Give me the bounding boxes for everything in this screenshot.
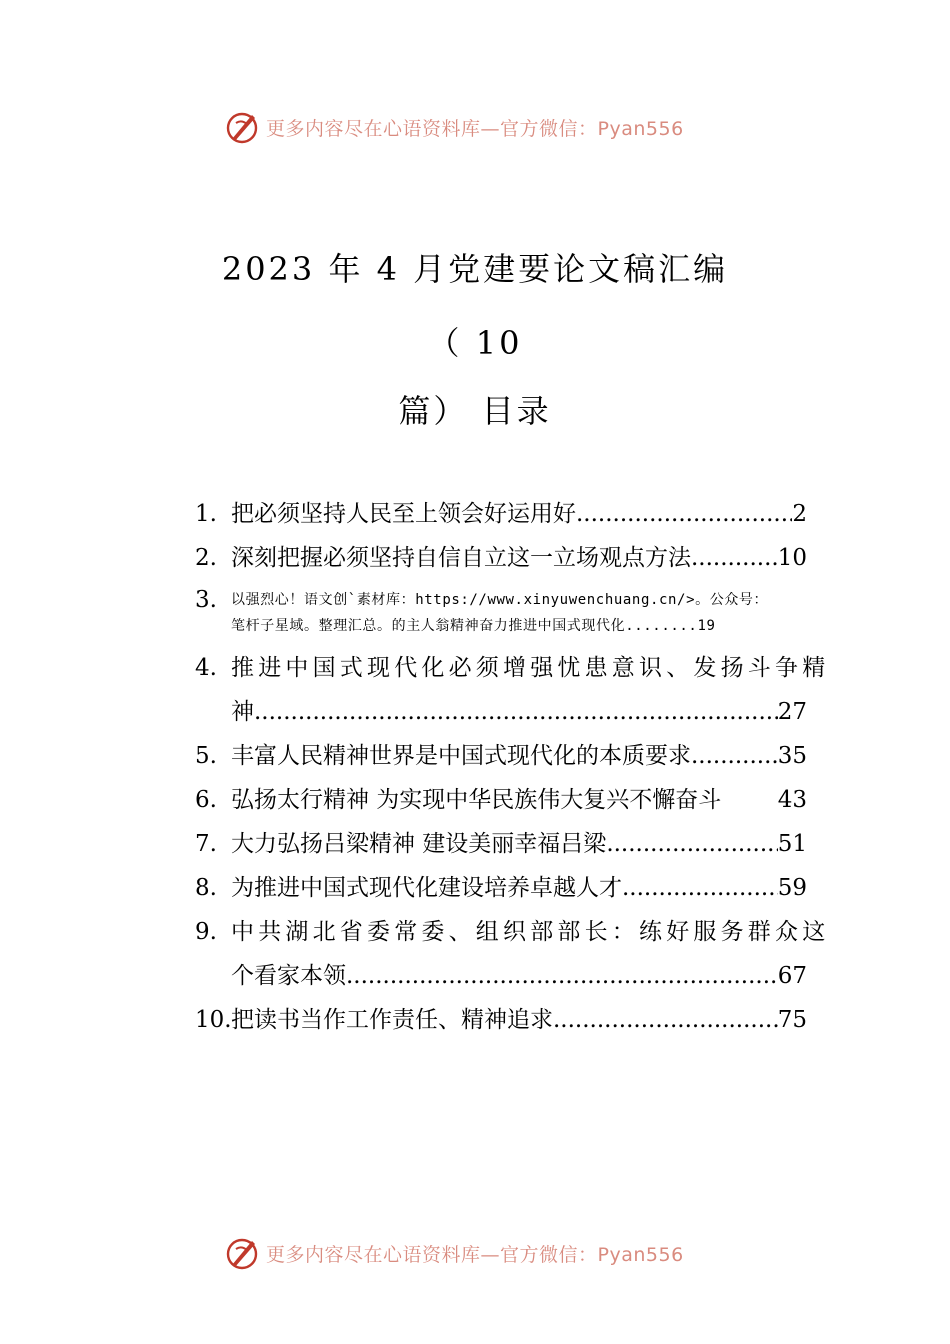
toc-leader-dots <box>346 954 778 998</box>
document-title: 2023 年 4 月党建要论文稿汇编 <box>221 250 729 288</box>
toc-title: 丰富人民精神世界是中国式现代化的本质要求 <box>231 743 691 769</box>
toc-entry-9[interactable] <box>195 910 830 998</box>
toc-entry-10[interactable] <box>195 998 807 1042</box>
toc-number: 10. <box>195 1007 232 1033</box>
toc-page: 51 <box>777 831 807 857</box>
toc-page: 67 <box>777 963 807 989</box>
toc-title: 大力弘扬吕梁精神 建设美丽幸福吕梁 <box>231 831 607 857</box>
toc-title-line2: 神 <box>231 699 254 725</box>
toc-entry-5[interactable] <box>195 734 807 778</box>
toc-title: 把读书当作工作责任、精神追求 <box>231 1007 553 1033</box>
toc-page: 2 <box>792 501 807 527</box>
toc-number: 8. <box>195 875 217 901</box>
toc-title-line1: 以强烈心！语文创`素材库：https://www.xinyuwenchuang.cn/>。公众号： <box>231 592 769 608</box>
toc-number: 9. <box>195 919 217 945</box>
toc-number: 2. <box>195 545 217 571</box>
toc-number: 3. <box>195 587 217 613</box>
pen-logo-icon <box>224 109 260 145</box>
toc-entry-3[interactable] <box>195 586 807 638</box>
toc-title: 深刻把握必须坚持自信自立这一立场观点方法 <box>231 545 691 571</box>
toc-leader-dots <box>691 536 778 580</box>
banner-text: 更多内容尽在心语资料库—官方微信：Pyan556 <box>266 1243 684 1266</box>
toc-number: 6. <box>195 787 217 813</box>
toc-leader-dots <box>254 690 778 734</box>
toc-number: 7. <box>195 831 217 857</box>
table-of-contents <box>195 492 830 1042</box>
toc-title-line1: 推进中国式现代化必须增强忧患意识、发扬斗争精 <box>231 655 830 681</box>
toc-title: 为推进中国式现代化建设培养卓越人才 <box>231 875 622 901</box>
toc-page: 43 <box>777 787 807 813</box>
toc-number: 5. <box>195 743 217 769</box>
toc-page: 27 <box>777 699 807 725</box>
toc-entry-4[interactable] <box>195 646 830 734</box>
toc-title-line1: 中共湖北省委常委、组织部部长：练好服务群众这 <box>231 919 830 945</box>
toc-page: 10 <box>777 545 807 571</box>
toc-leader-dots <box>606 822 777 866</box>
toc-page: 59 <box>777 875 807 901</box>
document-title-line3: 篇） 目录 <box>398 392 552 430</box>
toc-title: 弘扬太行精神 为实现中华民族伟大复兴不懈奋斗 <box>231 787 722 813</box>
banner-wechat-id: Pyan556 <box>597 117 684 140</box>
toc-number: 1. <box>195 501 217 527</box>
toc-entry-6[interactable] <box>195 778 807 822</box>
toc-leader-dots: ........ <box>625 618 698 634</box>
toc-entry-2[interactable] <box>195 536 807 580</box>
toc-entry-7[interactable] <box>195 822 807 866</box>
footer-banner <box>224 1233 744 1273</box>
toc-leader-dots <box>691 734 778 778</box>
pen-logo-icon <box>224 1235 260 1271</box>
toc-page: 19 <box>697 618 716 634</box>
toc-leader-dots <box>553 998 778 1042</box>
toc-page: 75 <box>777 1007 807 1033</box>
banner-text: 更多内容尽在心语资料库—官方微信：Pyan556 <box>266 117 684 140</box>
toc-leader-dots <box>622 866 778 910</box>
toc-entry-8[interactable] <box>195 866 807 910</box>
toc-page: 35 <box>777 743 807 769</box>
toc-title: 把必须坚持人民至上领会好运用好 <box>231 501 576 527</box>
document-title-line2: （ 10 <box>427 324 523 362</box>
toc-entry-1[interactable] <box>195 492 807 536</box>
toc-leader-dots <box>576 492 792 536</box>
banner-wechat-id: Pyan556 <box>597 1243 684 1266</box>
toc-number: 4. <box>195 655 217 681</box>
toc-title-line2: 笔杆子星域。整理汇总。的主人翁精神奋力推进中国式现代化 <box>231 618 626 634</box>
toc-title-line2: 个看家本领 <box>231 963 346 989</box>
header-banner <box>224 107 744 147</box>
